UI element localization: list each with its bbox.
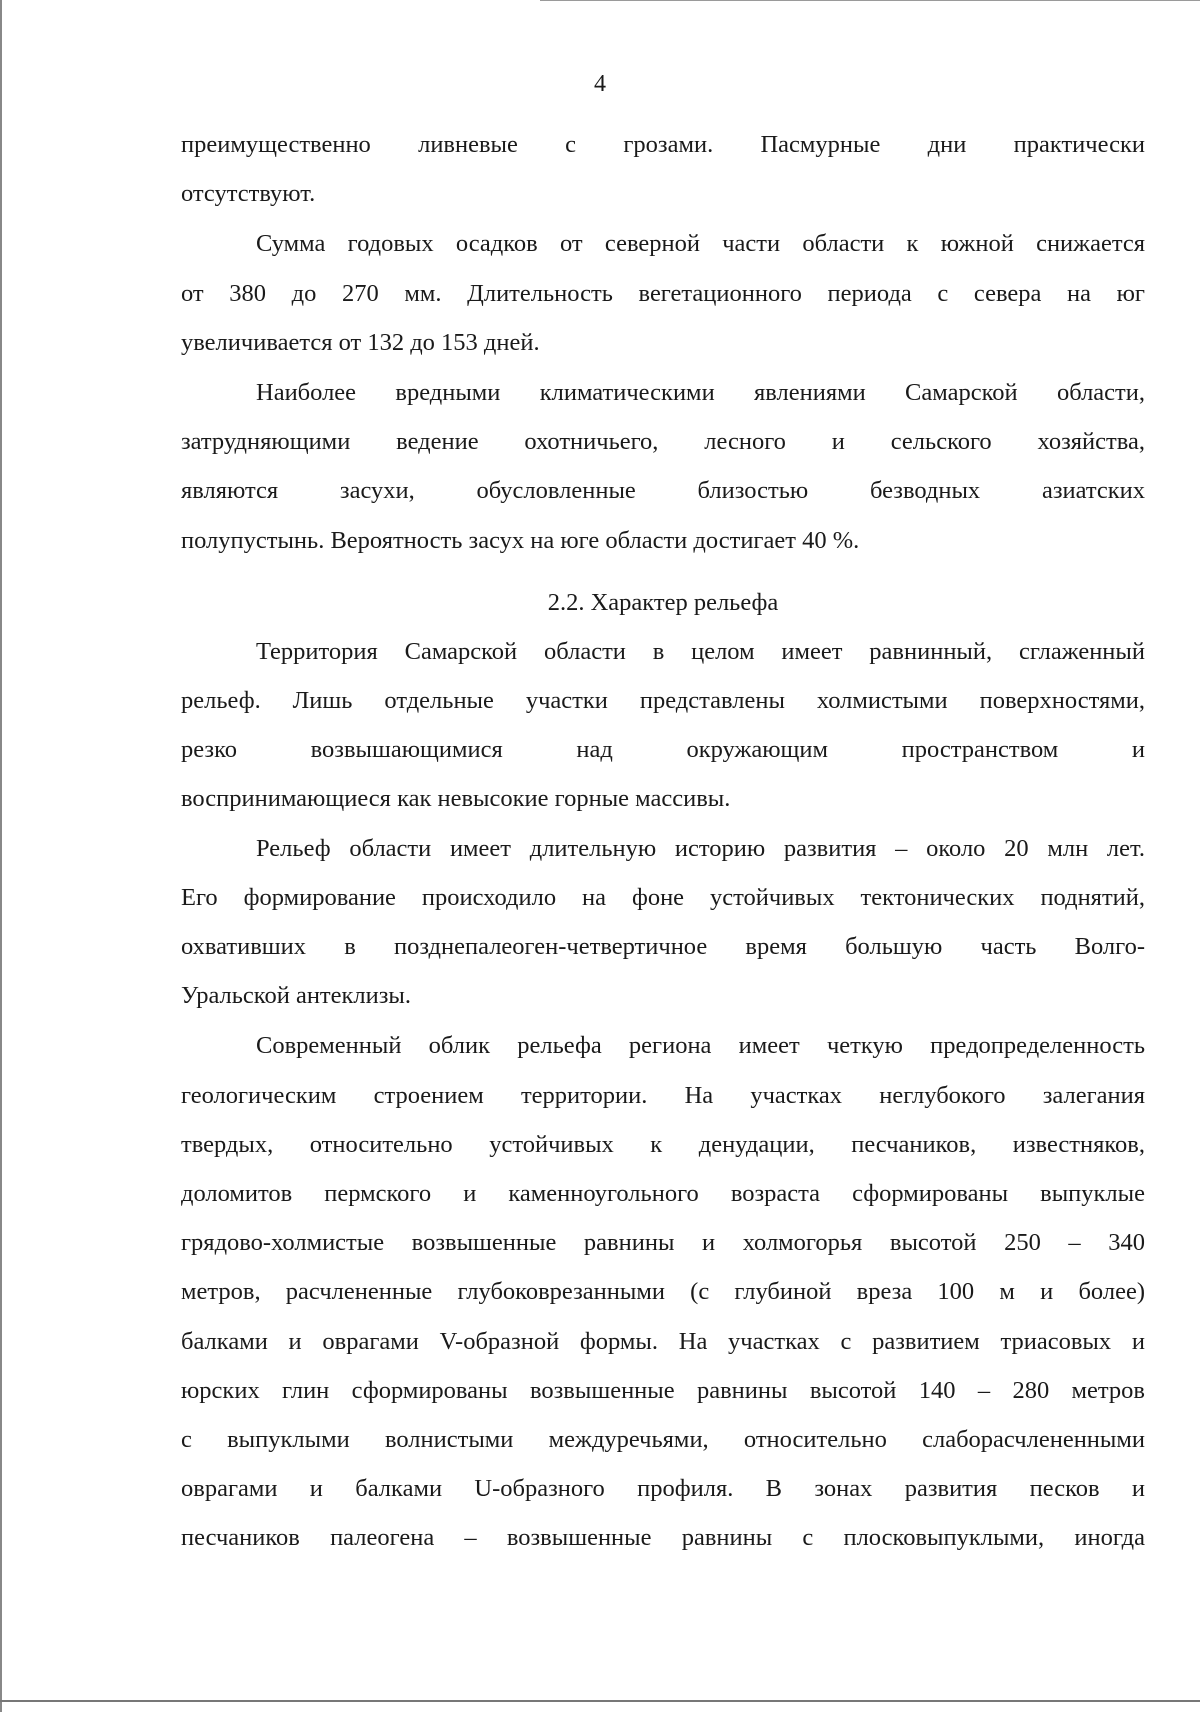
- text-line: балками и оврагами V-образной формы. На участках с развитием триасовых и: [181, 1327, 1145, 1355]
- section-heading: 2.2. Характер рельефа: [547, 588, 779, 616]
- text-line: от 380 до 270 мм. Длительность вегетационного периода с севера на юг: [181, 279, 1145, 307]
- text-line: резко возвышающимися над окружающим пространством и: [181, 736, 1145, 764]
- text-line: геологическим строением территории. На участках неглубокого залегания: [181, 1081, 1145, 1109]
- text-line: Его формирование происходило на фоне устойчивых тектонических поднятий,: [181, 883, 1145, 911]
- text-line: Наиболее вредными климатическими явлениями Самарской области,: [256, 378, 1145, 406]
- text-line: с выпуклыми волнистыми междуречьями, относительно слаборасчлененными: [181, 1425, 1145, 1453]
- scan-edge-top: [540, 0, 1200, 1]
- paragraph: [181, 1021, 1145, 1562]
- text-line: Уральской антеклизы.: [181, 982, 412, 1010]
- text-line: доломитов пермского и каменноугольного возраста сформированы выпуклые: [181, 1179, 1145, 1207]
- text-line: песчаников палеогена – возвышенные равнины с плосковыпуклыми, иногда: [181, 1524, 1145, 1552]
- text-line: являются засухи, обусловленные близостью безводных азиатских: [181, 477, 1145, 505]
- text-line: твердых, относительно устойчивых к денудации, песчаников, известняков,: [181, 1130, 1145, 1158]
- page-number: 4: [594, 71, 606, 97]
- text-line: Современный облик рельефа региона имеет четкую предопределенность: [256, 1032, 1145, 1060]
- scan-edge-bottom: [0, 1700, 1200, 1702]
- text-line: грядово-холмистые возвышенные равнины и холмогорья высотой 250 – 340: [181, 1229, 1145, 1257]
- text-line: отсутствуют.: [181, 180, 316, 208]
- text-line: метров, расчлененные глубоковрезанными (с глубиной вреза 100 м и более): [181, 1278, 1145, 1306]
- text-line: Рельеф области имеет длительную историю развития – около 20 млн лет.: [256, 834, 1145, 862]
- scan-edge-left: [0, 0, 2, 1712]
- text-line: увеличивается от 132 до 153 дней.: [181, 328, 540, 356]
- text-line: затрудняющими ведение охотничьего, лесного и сельского хозяйства,: [181, 428, 1145, 456]
- document-body: [181, 120, 1145, 1562]
- text-line: преимущественно ливневые с грозами. Пасмурные дни практически: [181, 131, 1145, 158]
- paragraph: [181, 120, 1145, 218]
- paragraph: [181, 824, 1145, 1021]
- text-line: юрских глин сформированы возвышенные равнины высотой 140 – 280 метров: [181, 1376, 1145, 1404]
- text-line: воспринимающиеся как невысокие горные массивы.: [181, 785, 731, 813]
- text-line: Территория Самарской области в целом имеет равнинный, сглаженный: [256, 637, 1145, 665]
- paragraph: [181, 627, 1145, 824]
- paragraph: [181, 219, 1145, 367]
- text-line: охвативших в позднепалеоген-четвертичное время большую часть Волго-: [181, 933, 1145, 960]
- text-line: рельеф. Лишь отдельные участки представлены холмистыми поверхностями,: [181, 687, 1145, 715]
- text-line: Сумма годовых осадков от северной части области к южной снижается: [256, 230, 1145, 258]
- paragraph: [181, 368, 1145, 565]
- text-line: оврагами и балками U-образного профиля. В зонах развития песков и: [181, 1475, 1145, 1503]
- text-line: полупустынь. Вероятность засух на юге области достигает 40 %.: [181, 526, 860, 554]
